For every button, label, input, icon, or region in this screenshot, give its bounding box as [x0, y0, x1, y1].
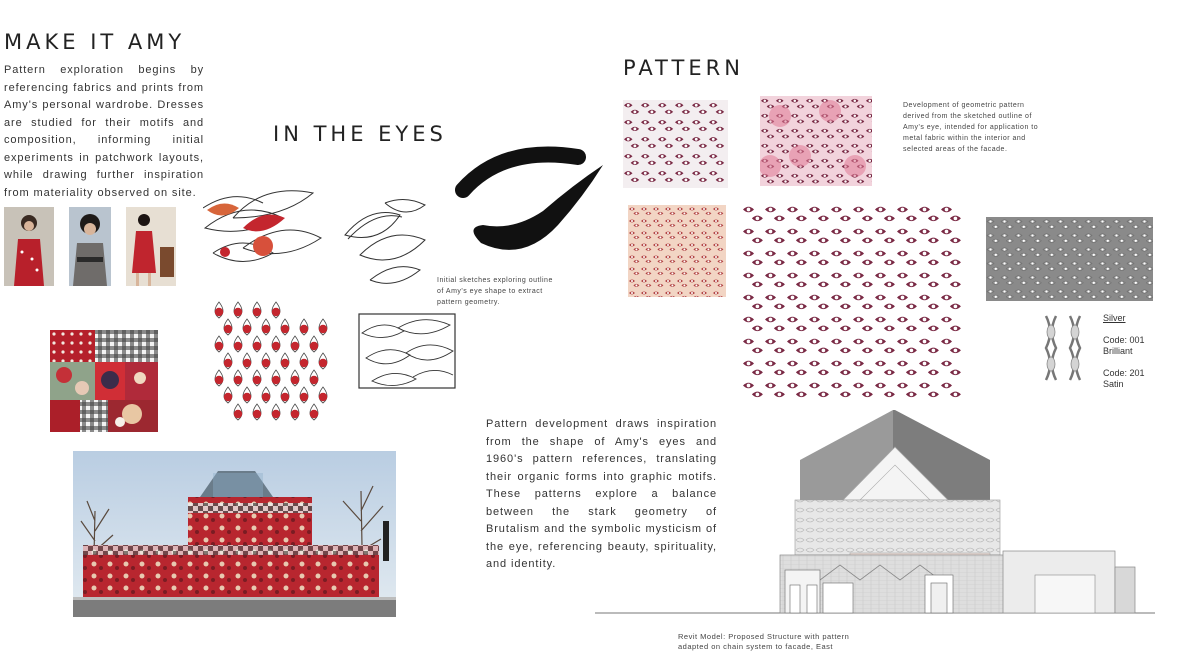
- revit-model-caption: [678, 632, 908, 652]
- pattern-tile-maroon: [623, 100, 728, 188]
- pattern-development-paragraph: Pattern development draws inspiration from the shape of Amy's eyes and 1960's pattern references, translating their organic forms into graphic motifs. These patterns explore a balance between the stark geometry of Brutalism and the symbolic mysticism of the eye, referencing beauty, spirituality, and identity.: [486, 418, 717, 570]
- wardrobe-paragraph: Pattern exploration begins by referencing fabrics and prints from Amy's personal wardrobe. Dresses are studied for their motifs and composition, informing initial experiments in patchwork layouts, while drawing further inspiration from materiality observed on site.: [4, 64, 204, 199]
- material-finish-2: Satin: [1103, 379, 1124, 389]
- building-photo: [73, 451, 396, 617]
- pattern-tile-coral: [628, 205, 726, 297]
- sketch-caption: Initial sketches exploring outline of Amy's eye shape to extract pattern geometry.: [437, 277, 553, 306]
- metal-fabric-swatch: [986, 217, 1153, 301]
- revit-elevation-drawing: [595, 405, 1155, 620]
- make-it-amy-title: MAKE IT AMY: [4, 30, 186, 54]
- in-the-eyes-title: IN THE EYES: [273, 122, 447, 146]
- eye-sketch-icon: [453, 135, 608, 265]
- chain-link-icon: [1040, 312, 1090, 394]
- eye-sketch-grid: [358, 313, 458, 391]
- pattern-tile-large: [742, 203, 962, 398]
- revit-caption-line-1: Revit Model: Proposed Structure with pattern: [678, 632, 850, 641]
- pattern-tile-pink: [760, 96, 872, 186]
- material-finish-1: Brilliant: [1103, 346, 1133, 356]
- pattern-title: PATTERN: [623, 56, 744, 80]
- eye-sketch-outline: [340, 195, 430, 285]
- amy-photo-3: [126, 207, 176, 286]
- material-name: Silver: [1103, 313, 1126, 323]
- eye-pattern-red: [210, 300, 330, 425]
- eye-sketch-colored: [203, 178, 323, 273]
- material-code-2: Code: 201: [1103, 367, 1145, 378]
- pattern-dev-caption: Development of geometric pattern derived from the sketched outline of Amy's eye, intended for application to metal fabric within the interior and selected areas of the facade.: [903, 102, 1039, 153]
- revit-caption-line-2: adapted on chain system to facade, East: [678, 642, 834, 651]
- material-code-1: Code: 001: [1103, 334, 1145, 345]
- amy-photo-1: [4, 207, 54, 286]
- patchwork-collage: [50, 330, 158, 432]
- material-spec: [1103, 313, 1145, 391]
- amy-photo-2: [69, 207, 111, 286]
